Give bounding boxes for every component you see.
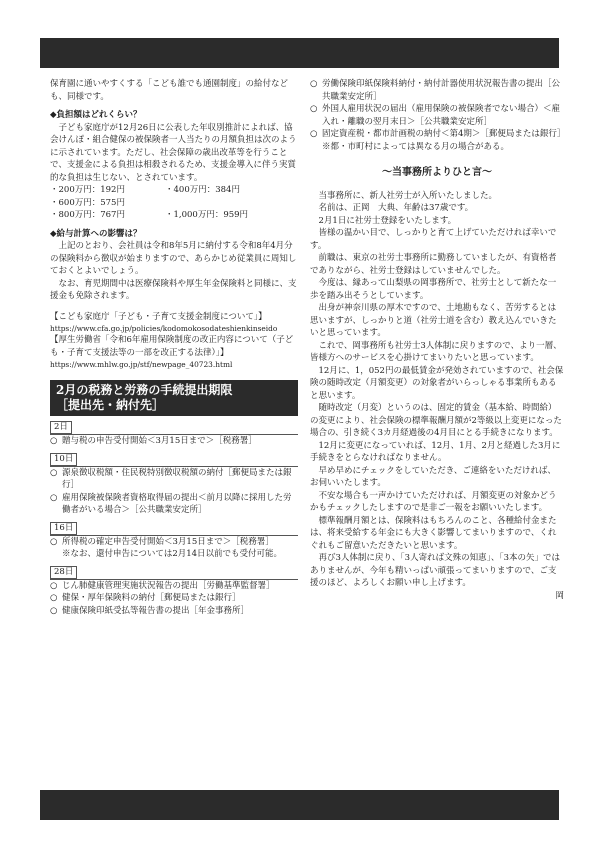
payroll-text-2: なお、育児期間中は医療保険料や厚生年金保険料と同様に、支援金も免除されます。: [50, 278, 297, 301]
amount-item: ・400万円：384円: [165, 185, 240, 195]
intro-text: 保育園に通いやすくする「こども誰でも通園制度」の給付なども、同様です。: [50, 79, 289, 102]
schedule-item: ○ 健康保険印紙受払等報告書の提出［年金事務所］: [50, 605, 250, 616]
schedule-note: ※なお、還付申告については2月14日以前でも受付可能。: [62, 549, 283, 559]
schedule-item: ○ じん肺健康管理実施状況報告の提出［労働基準監督署］: [50, 580, 275, 591]
date-label: 2日: [50, 421, 72, 434]
amount-item: ・600万円：575円: [50, 197, 125, 208]
reference-title-1: 【こども家庭庁「子ども・子育て支援金制度について」】: [50, 311, 267, 322]
paragraph: 前職は、東京の社労士事務所に勤務していましたが、有資格者でありながら、社労士登録はしていませんでした。: [310, 253, 557, 276]
schedule-note: ※都・市町村によっては異なる月の場合がある。: [322, 141, 510, 152]
amount-item: ・800万円：767円: [50, 210, 125, 220]
paragraph: 当事務所に、新人社労士が入所いたしました。: [318, 190, 498, 201]
date-label: 28日: [50, 566, 77, 579]
header-bar: [40, 38, 559, 68]
paragraph: これで、岡事務所も社労士3人体制に戻りますので、より一層、皆様方へのサービスを心掛けてまいりたいと思っています。: [310, 340, 562, 363]
schedule-title: [50, 380, 298, 416]
schedule-item: ○ 源泉徴収税額・住民税特別徴収税額の納付［郵便局または銀行］: [50, 467, 292, 490]
paragraph: 12月に、1，052円の最低賃金が発効されていますので、社会保険の随時改定（月額変更）の対象者がいらっしゃる事業所もあると思います。: [310, 365, 564, 401]
schedule-item: ○ 雇用保険被保険者資格取得届の提出＜前月以降に採用した労働者がいる場合＞［公共職業安定所］: [50, 492, 292, 515]
schedule-item: ○ 固定資産税・都市計画税の納付＜第4期＞［郵便局または銀行］: [310, 129, 566, 139]
amount-list: [50, 184, 280, 222]
left-column: [50, 78, 298, 617]
schedule-item: ○ 健保・厚年保険料の納付［郵便局または銀行］: [50, 593, 241, 603]
reference-link-1[interactable]: https://www.cfa.go.jp/policies/kodomokosodateshienkinseido: [50, 324, 278, 333]
office-heading: ～当事務所よりひと言～: [382, 167, 492, 178]
date-label: 10日: [50, 453, 77, 466]
paragraph: 名前は、正岡 大典、年齢は37歳です。: [318, 203, 474, 213]
paragraph: 早め早めにチェックをしていただき、ご連絡をいただければ、お伺いいたします。: [310, 465, 556, 488]
schedule-item: ○ 外国人雇用状況の届出（雇用保険の被保険者でない場合）＜雇入れ・離職の翌月末日＞［公共職業安定所］: [310, 104, 561, 127]
schedule-item: ○ 労働保険印紙保険料納付・納付計器使用状況報告書の提出［公共職業安定所］: [310, 79, 561, 102]
paragraph: 2月1日に社労士登録をいたします。: [318, 215, 457, 226]
reference-title-2: 【厚生労働省「令和6年雇用保険制度の改正内容について（子ども・子育て支援法等の一部を改正する法律）」】: [50, 335, 294, 358]
reference-link-2[interactable]: https://www.mhlw.go.jp/stf/newpage_40723.html: [50, 360, 233, 369]
amount-item: ・1,000万円：959円: [165, 210, 249, 220]
schedule-item: ○ 贈与税の申告受付開始＜3月15日まで＞［税務署］: [50, 436, 257, 446]
burden-text: 子ども家庭庁が12月26日に公表した年収別推計によれば、協会けんぽ・組合健保の被保険者一人当たりの月額負担は次のように示されています。ただし、社会保障の歳出改革等を行うことで、支援金による負担は相殺されるため、支援金導入に伴う実質的な負担は生じない、とされています。: [50, 122, 297, 183]
amount-item: ・200万円：192円: [50, 185, 125, 195]
footer-bar: [40, 790, 559, 820]
paragraph: 随時改定（月変）というのは、固定的賃金（基本給、時間給）の変更により、社会保険の標準報酬月額が2等級以上変更になった場合の、引き続く3カ月経過後の4月目にとる手続きになります。: [310, 403, 562, 438]
burden-heading: ◆負担額はどれくらい？: [50, 110, 142, 120]
paragraph: 不安な場合も一声かけていただければ、月額変更の対象かどうかもチェックしたしますので是非ご一報をお願いいたします。: [310, 490, 557, 513]
schedule-title-line-1: 2月の税務と労務の手続提出期限: [56, 383, 233, 397]
schedule-title-line-2: ［提出先・納付先］: [56, 398, 165, 412]
paragraph: 再び3人体制に戻り、「3人寄れば文殊の知恵」、「3本の矢」ではありませんが、今年も精いっぱい頑張ってまいりますので、ご支援のほど、よろしくお願い申し上げます。: [310, 553, 560, 588]
paragraph: 皆様の温かい目で、しっかりと育て上げていただければ幸いです。: [310, 228, 557, 251]
signature: 岡: [555, 590, 564, 601]
right-column: [310, 78, 564, 602]
payroll-heading: ◆給与計算への影響は？: [50, 228, 142, 239]
paragraph: 出身が神奈川県の厚木ですので、土地勘もなく、苦労するとは思いますが、しっかりと道（社労士道を含む）教え込んでいきたいと思っています。: [310, 303, 557, 338]
paragraph: 標準報酬月額とは、保険料はもちろんのこと、各種給付金または、将来受給する年金にも大きく影響してまいりますので、くれぐれもご留意いただきたいと思います。: [310, 515, 557, 551]
paragraph: 12月に変更になっていれば、12月、1月、2月と経過した3月に手続きをとらなければなりません。: [310, 440, 561, 463]
date-label: 16日: [50, 522, 77, 535]
payroll-text-1: 上記のとおり、会社員は令和8年5月に納付する令和8年4月分の保険料から徴収が始まりますので、あらかじめ従業員に周知しておくとよいでしょう。: [50, 241, 297, 276]
paragraph: 今度は、縁あって山梨県の岡事務所で、社労士として新たな一歩を踏み出そうとしています。: [310, 278, 557, 301]
schedule-item: ○ 所得税の確定申告受付開始＜3月15日まで＞［税務署］: [50, 536, 274, 547]
